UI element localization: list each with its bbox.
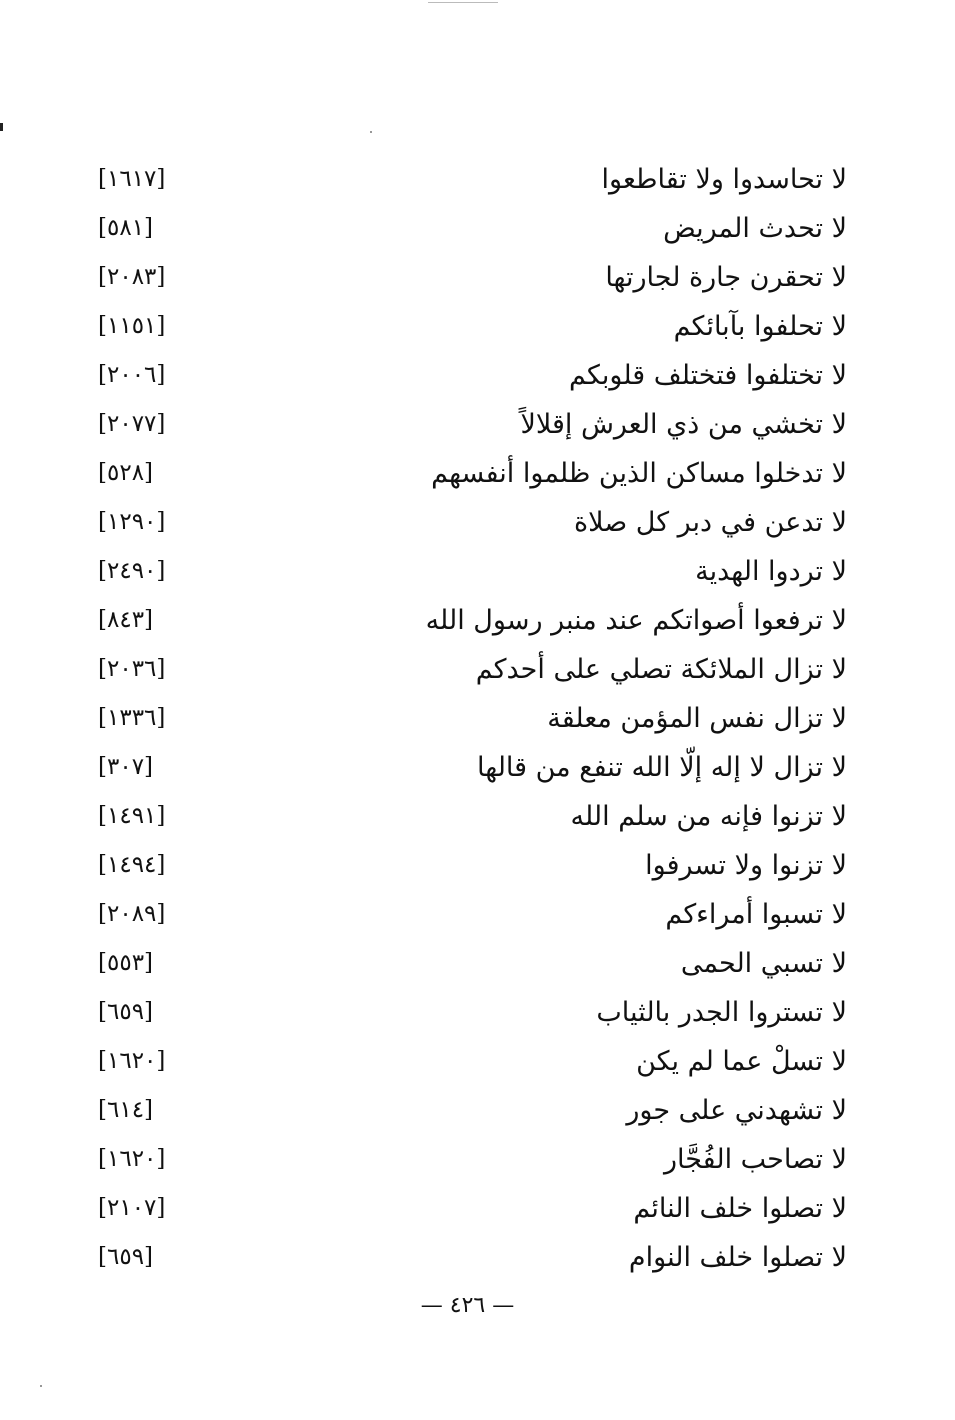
index-entry bbox=[0, 351, 955, 400]
index-entry bbox=[0, 400, 955, 449]
hadith-text: لا تحقرن جارة لجارتها bbox=[605, 262, 847, 293]
hadith-text: لا تحلفوا بآبائكم bbox=[673, 311, 847, 342]
paper-speck bbox=[370, 131, 372, 133]
index-entry bbox=[0, 792, 955, 841]
hadith-text: لا تسلْ عما لم يكن bbox=[636, 1046, 847, 1077]
hadith-text: لا تحاسدوا ولا تقاطعوا bbox=[601, 164, 847, 195]
index-entry bbox=[0, 1086, 955, 1135]
reference-number: [١٢٩٠] bbox=[98, 509, 166, 535]
index-entry bbox=[0, 890, 955, 939]
index-entry bbox=[0, 939, 955, 988]
index-entry bbox=[0, 645, 955, 694]
index-entry bbox=[0, 988, 955, 1037]
reference-number: [١٦١٧] bbox=[98, 166, 166, 192]
hadith-text: لا تشهدني على جور bbox=[626, 1095, 847, 1126]
reference-number: [١١٥١] bbox=[98, 313, 166, 339]
reference-number: [٢٤٩٠] bbox=[98, 558, 166, 584]
index-entry bbox=[0, 253, 955, 302]
reference-number: [٢٠٧٧] bbox=[98, 411, 166, 437]
reference-number: [٥٨١] bbox=[98, 215, 154, 241]
index-entry bbox=[0, 1037, 955, 1086]
index-entry bbox=[0, 547, 955, 596]
index-entry bbox=[0, 1135, 955, 1184]
index-entry bbox=[0, 1184, 955, 1233]
hadith-text: لا تزال لا إله إلّا الله تنفع من قالها bbox=[477, 752, 847, 783]
reference-number: [٢٠٨٩] bbox=[98, 901, 166, 927]
hadith-text: لا ترفعوا أصواتكم عند منبر رسول الله bbox=[425, 605, 847, 636]
reference-number: [٦١٤] bbox=[98, 1097, 154, 1123]
hadith-text: لا تصلوا خلف النائم bbox=[633, 1193, 847, 1224]
reference-number: [١٤٩١] bbox=[98, 803, 166, 829]
reference-number: [١٦٢٠] bbox=[98, 1048, 166, 1074]
index-entry bbox=[0, 694, 955, 743]
hadith-text: لا تسبي الحمى bbox=[680, 948, 847, 979]
reference-number: [٨٤٣] bbox=[98, 607, 154, 633]
hadith-text: لا تزنوا ولا تسرفوا bbox=[645, 850, 847, 881]
index-entry bbox=[0, 1233, 955, 1282]
hadith-text: لا تستروا الجدر بالثياب bbox=[596, 997, 847, 1028]
index-entry bbox=[0, 841, 955, 890]
reference-number: [٦٥٩] bbox=[98, 1244, 154, 1270]
hadith-text: لا تسبوا أمراءكم bbox=[665, 899, 847, 930]
hadith-text: لا تخشي من ذي العرش إقلالاً bbox=[520, 409, 847, 440]
reference-number: [١٣٣٦] bbox=[98, 705, 166, 731]
index-entry bbox=[0, 743, 955, 792]
margin-mark bbox=[0, 123, 3, 131]
reference-number: [١٦٢٠] bbox=[98, 1146, 166, 1172]
hadith-text: لا تحدث المريض bbox=[663, 213, 847, 244]
reference-number: [٦٥٩] bbox=[98, 999, 154, 1025]
page-number: — ٤٢٦ — bbox=[420, 1293, 515, 1318]
hadith-text: لا تزال نفس المؤمن معلقة bbox=[547, 703, 847, 734]
reference-number: [١٤٩٤] bbox=[98, 852, 166, 878]
paper-speck bbox=[40, 1385, 42, 1387]
index-entry bbox=[0, 498, 955, 547]
hadith-text: لا تزال الملائكة تصلي على أحدكم bbox=[475, 654, 847, 685]
top-rule bbox=[428, 2, 498, 3]
hadith-text: لا تدعن في دبر كل صلاة bbox=[574, 507, 847, 538]
reference-number: [٢٠٨٣] bbox=[98, 264, 166, 290]
reference-number: [٢٠٠٦] bbox=[98, 362, 166, 388]
reference-number: [٣٠٧] bbox=[98, 754, 154, 780]
hadith-text: لا تردوا الهدية bbox=[695, 556, 847, 587]
hadith-index-list bbox=[0, 155, 955, 1282]
reference-number: [٥٥٣] bbox=[98, 950, 154, 976]
index-entry bbox=[0, 449, 955, 498]
index-entry bbox=[0, 155, 955, 204]
hadith-text: لا تختلفوا فتختلف قلوبكم bbox=[569, 360, 847, 391]
index-entry bbox=[0, 302, 955, 351]
index-entry bbox=[0, 596, 955, 645]
index-entry bbox=[0, 204, 955, 253]
reference-number: [٢١٠٧] bbox=[98, 1195, 166, 1221]
hadith-text: لا تصلوا خلف النوام bbox=[628, 1242, 847, 1273]
hadith-text: لا تدخلوا مساكن الذين ظلموا أنفسهم bbox=[431, 458, 847, 489]
reference-number: [٥٢٨] bbox=[98, 460, 154, 486]
reference-number: [٢٠٣٦] bbox=[98, 656, 166, 682]
hadith-text: لا تزنوا فإنه من سلم الله bbox=[570, 801, 847, 832]
hadith-text: لا تصاحب الفُجَّار bbox=[663, 1144, 847, 1175]
